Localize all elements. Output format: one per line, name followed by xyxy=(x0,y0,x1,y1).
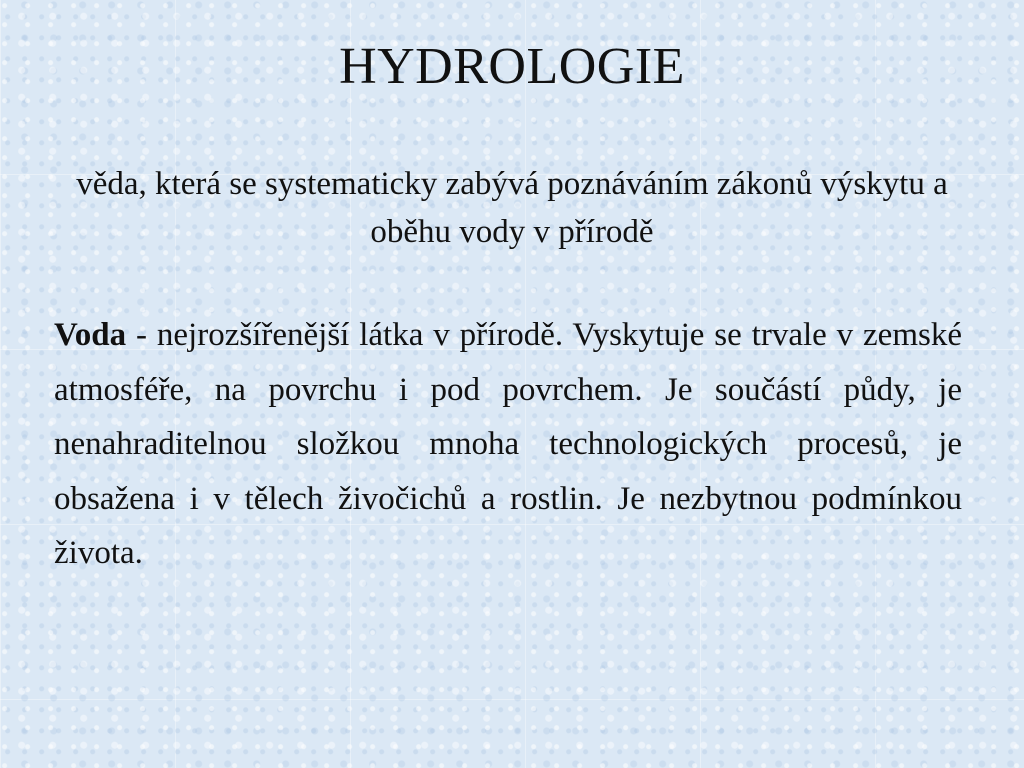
body-paragraph xyxy=(54,308,962,581)
slide-title: HYDROLOGIE xyxy=(339,38,685,95)
paragraph-text: - nejrozšířenější látka v přírodě. Vyskytuje se trvale v zemské atmosféře, na povrchu i pod povrchem. Je součástí půdy, je nenahraditelnou složkou mnoha technologických procesů, je obsažena i v tělech živočichů a rostlin. Je nezbytnou podmínkou života. xyxy=(54,317,962,571)
term-voda: Voda xyxy=(54,317,127,353)
definition-text: věda, která se systematicky zabývá poznáváním zákonů výskytu a oběhu vody v přírodě xyxy=(76,166,948,250)
